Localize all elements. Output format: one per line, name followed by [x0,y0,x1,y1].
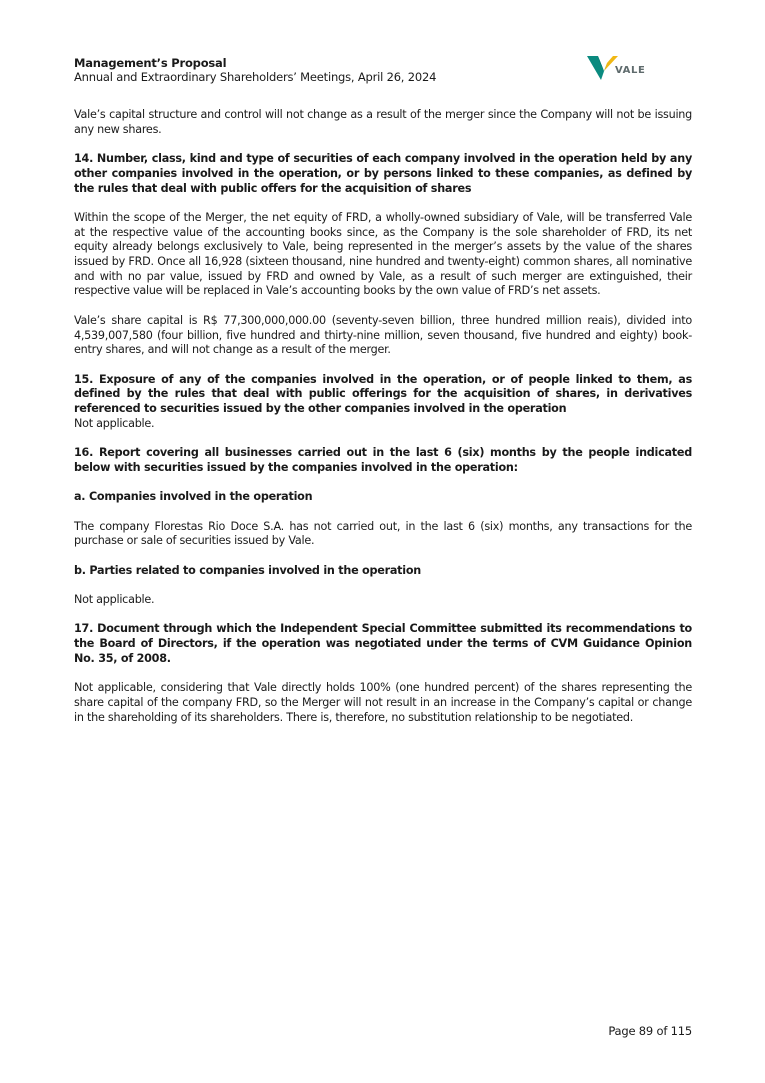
page-number: Page 89 of 115 [608,1024,692,1038]
section-14-heading: 14. Number, class, kind and type of securities of each company involved in the operation held by any other companies involved in the operation, or by persons linked to these companies, as defined by the rules that deal with public offers for the acquisition of shares [74,152,692,195]
intro-paragraph: Vale’s capital structure and control will not change as a result of the merger since the Company will not be issuing any new shares. [74,108,692,136]
section-17-paragraph: Not applicable, considering that Vale directly holds 100% (one hundred percent) of the shares representing the share capital of the company FRD, so the Merger will not result in an increase in the Company’s capital or change in the shareholding of its shareholders. There is, therefore, no substitution relationship to be negotiated. [74,681,692,724]
page-header [74,56,594,84]
header-title: Management’s Proposal [74,56,227,70]
section-14-paragraph-1: Within the scope of the Merger, the net equity of FRD, a wholly-owned subsidiary of Vale, will be transferred Vale at the respective value of the accounting books since, as the Company is the sole shareholder of FRD, its net equity already belongs exclusively to Vale, being represented in the merger’s assets by the value of the shares issued by FRD. Once all 16,928 (sixteen thousand, nine hundred and twenty-eight) common shares, all nominative and with no par value, issued by FRD and owned by Vale, as a result of such merger are extinguished, their respective value will be replaced in Vale’s accounting books by the own value of FRD’s net assets. [74,210,692,298]
header-subtitle: Annual and Extraordinary Shareholders’ Meetings, April 26, 2024 [74,70,437,84]
section-16a-heading: a. Companies involved in the operation [74,490,313,504]
section-16a-paragraph: The company Florestas Rio Doce S.A. has not carried out, in the last 6 (six) months, any transactions for the purchase or sale of securities issued by Vale. [74,519,692,548]
section-17-heading: 17. Document through which the Independent Special Committee submitted its recommendations to the Board of Directors, if the operation was negotiated under the terms of CVM Guidance Opinion No. 35, of 2008. [74,622,692,665]
section-16b-heading: b. Parties related to companies involved in the operation [74,563,421,577]
vale-logo [587,53,657,83]
section-15-paragraph: Not applicable. [74,416,155,430]
section-16b-paragraph: Not applicable. [74,593,155,607]
logo-text: VALE [615,65,646,76]
section-16-heading: 16. Report covering all businesses carried out in the last 6 (six) months by the people indicated below with securities issued by the companies involved in the operation: [74,446,692,474]
document-body [74,108,692,725]
section-15-heading: 15. Exposure of any of the companies involved in the operation, or of people linked to them, as defined by the rules that deal with public offerings for the acquisition of shares, in derivatives referenced to securities issued by the other companies involved in the operation [74,372,692,415]
section-14-paragraph-2: Vale’s share capital is R$ 77,300,000,000.00 (seventy-seven billion, three hundred million reais), divided into 4,539,007,580 (four billion, five hundred and thirty-nine million, seven thousand, five hundred and eighty) book-entry shares, and will not change as a result of the merger. [74,313,692,357]
